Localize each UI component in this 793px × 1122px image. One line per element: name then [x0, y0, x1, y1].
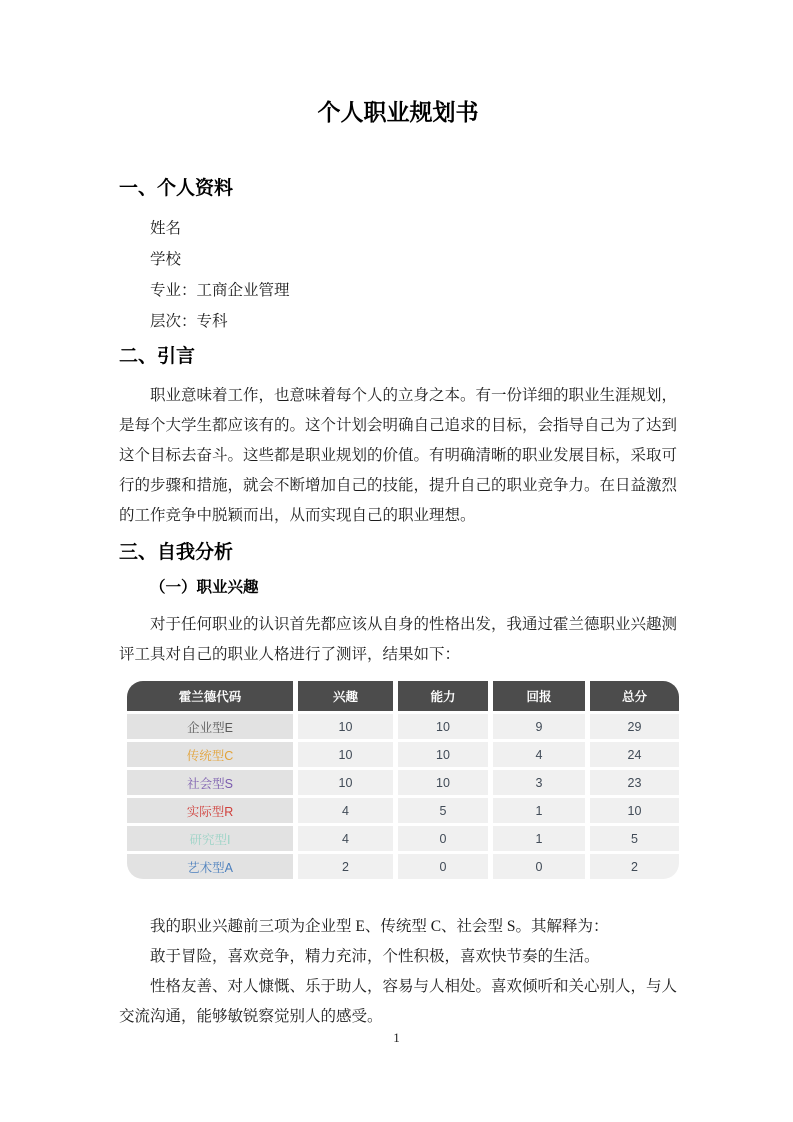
personal-info-item-name: 姓名	[150, 220, 182, 237]
career-interest-paragraph: 对于任何职业的认识首先都应该从自身的性格出发，我通过霍兰德职业兴趣测评工具对自己的职业人格进行了测评，结果如下：	[119, 616, 678, 663]
table-cell-value: 10	[298, 714, 393, 739]
table-row	[127, 854, 679, 879]
table-cell-label: 社会型S	[127, 770, 293, 795]
table-header-row	[127, 681, 679, 711]
table-header-ability: 能力	[398, 681, 488, 711]
table-cell-value: 29	[590, 714, 679, 739]
heading-personal-info: 一、个人资料	[119, 178, 234, 199]
table-row	[127, 742, 679, 767]
table-cell-value: 0	[493, 854, 585, 879]
table-cell-value: 23	[590, 770, 679, 795]
table-cell-value: 1	[493, 798, 585, 823]
table-cell-value: 4	[493, 742, 585, 767]
subheading-career-interest: （一）职业兴趣	[150, 579, 259, 596]
table-cell-label: 传统型C	[127, 742, 293, 767]
table-cell-value: 4	[298, 826, 393, 851]
holland-table-container	[122, 678, 684, 882]
document-content	[119, 0, 677, 1032]
table-cell-value: 10	[590, 798, 679, 823]
table-cell-value: 10	[398, 714, 488, 739]
introduction-paragraph: 职业意味着工作，也意味着每个人的立身之本。有一份详细的职业生涯规划，是每个大学生都应该有的。这个计划会明确自己追求的目标，会指导自己为了达到这个目标去奋斗。这些都是职业规划的价值。有明确清晰的职业发展目标，采取可行的步骤和措施，就会不断增加自己的技能，提升自己的职业竞争力。在日益激烈的工作竞争中脱颖而出，从而实现自己的职业理想。	[119, 387, 678, 524]
table-cell-value: 0	[398, 854, 488, 879]
table-cell-value: 10	[398, 770, 488, 795]
table-cell-value: 10	[298, 770, 393, 795]
table-cell-label: 艺术型A	[127, 854, 293, 879]
heading-self-analysis: 三、自我分析	[119, 542, 234, 563]
personal-info-item-school: 学校	[150, 251, 182, 268]
personal-info-item-level: 层次：专科	[150, 313, 228, 330]
table-cell-value: 5	[398, 798, 488, 823]
table-cell-value: 24	[590, 742, 679, 767]
personal-info-item-major: 专业：工商企业管理	[150, 282, 290, 299]
table-header-code: 霍兰德代码	[127, 681, 293, 711]
table-cell-value: 0	[398, 826, 488, 851]
page-number: 1	[393, 1030, 400, 1045]
table-cell-label: 研究型I	[127, 826, 293, 851]
table-row	[127, 714, 679, 739]
heading-introduction: 二、引言	[119, 346, 196, 367]
table-cell-value: 2	[590, 854, 679, 879]
table-cell-value: 3	[493, 770, 585, 795]
table-cell-value: 9	[493, 714, 585, 739]
table-header-interest: 兴趣	[298, 681, 393, 711]
table-cell-value: 1	[493, 826, 585, 851]
table-row	[127, 798, 679, 823]
personal-info-list	[119, 213, 677, 337]
table-row	[127, 770, 679, 795]
holland-table	[122, 678, 684, 882]
table-cell-value: 10	[398, 742, 488, 767]
table-cell-value: 2	[298, 854, 393, 879]
result-paragraph-social: 性格友善、对人慷慨、乐于助人，容易与人相处。喜欢倾听和关心别人，与人交流沟通，能够敏锐察觉别人的感受。	[119, 978, 678, 1025]
table-row	[127, 826, 679, 851]
table-cell-label: 企业型E	[127, 714, 293, 739]
table-header-total: 总分	[590, 681, 679, 711]
table-cell-label: 实际型R	[127, 798, 293, 823]
document-title: 个人职业规划书	[317, 99, 479, 125]
table-header-reward: 回报	[493, 681, 585, 711]
table-cell-value: 5	[590, 826, 679, 851]
table-cell-value: 10	[298, 742, 393, 767]
table-cell-value: 4	[298, 798, 393, 823]
result-paragraph-top3: 我的职业兴趣前三项为企业型 E、传统型 C、社会型 S。其解释为：	[150, 918, 609, 935]
result-paragraph-enterprise: 敢于冒险，喜欢竞争，精力充沛，个性积极，喜欢快节奏的生活。	[150, 948, 600, 965]
interest-result-block	[119, 912, 677, 1032]
